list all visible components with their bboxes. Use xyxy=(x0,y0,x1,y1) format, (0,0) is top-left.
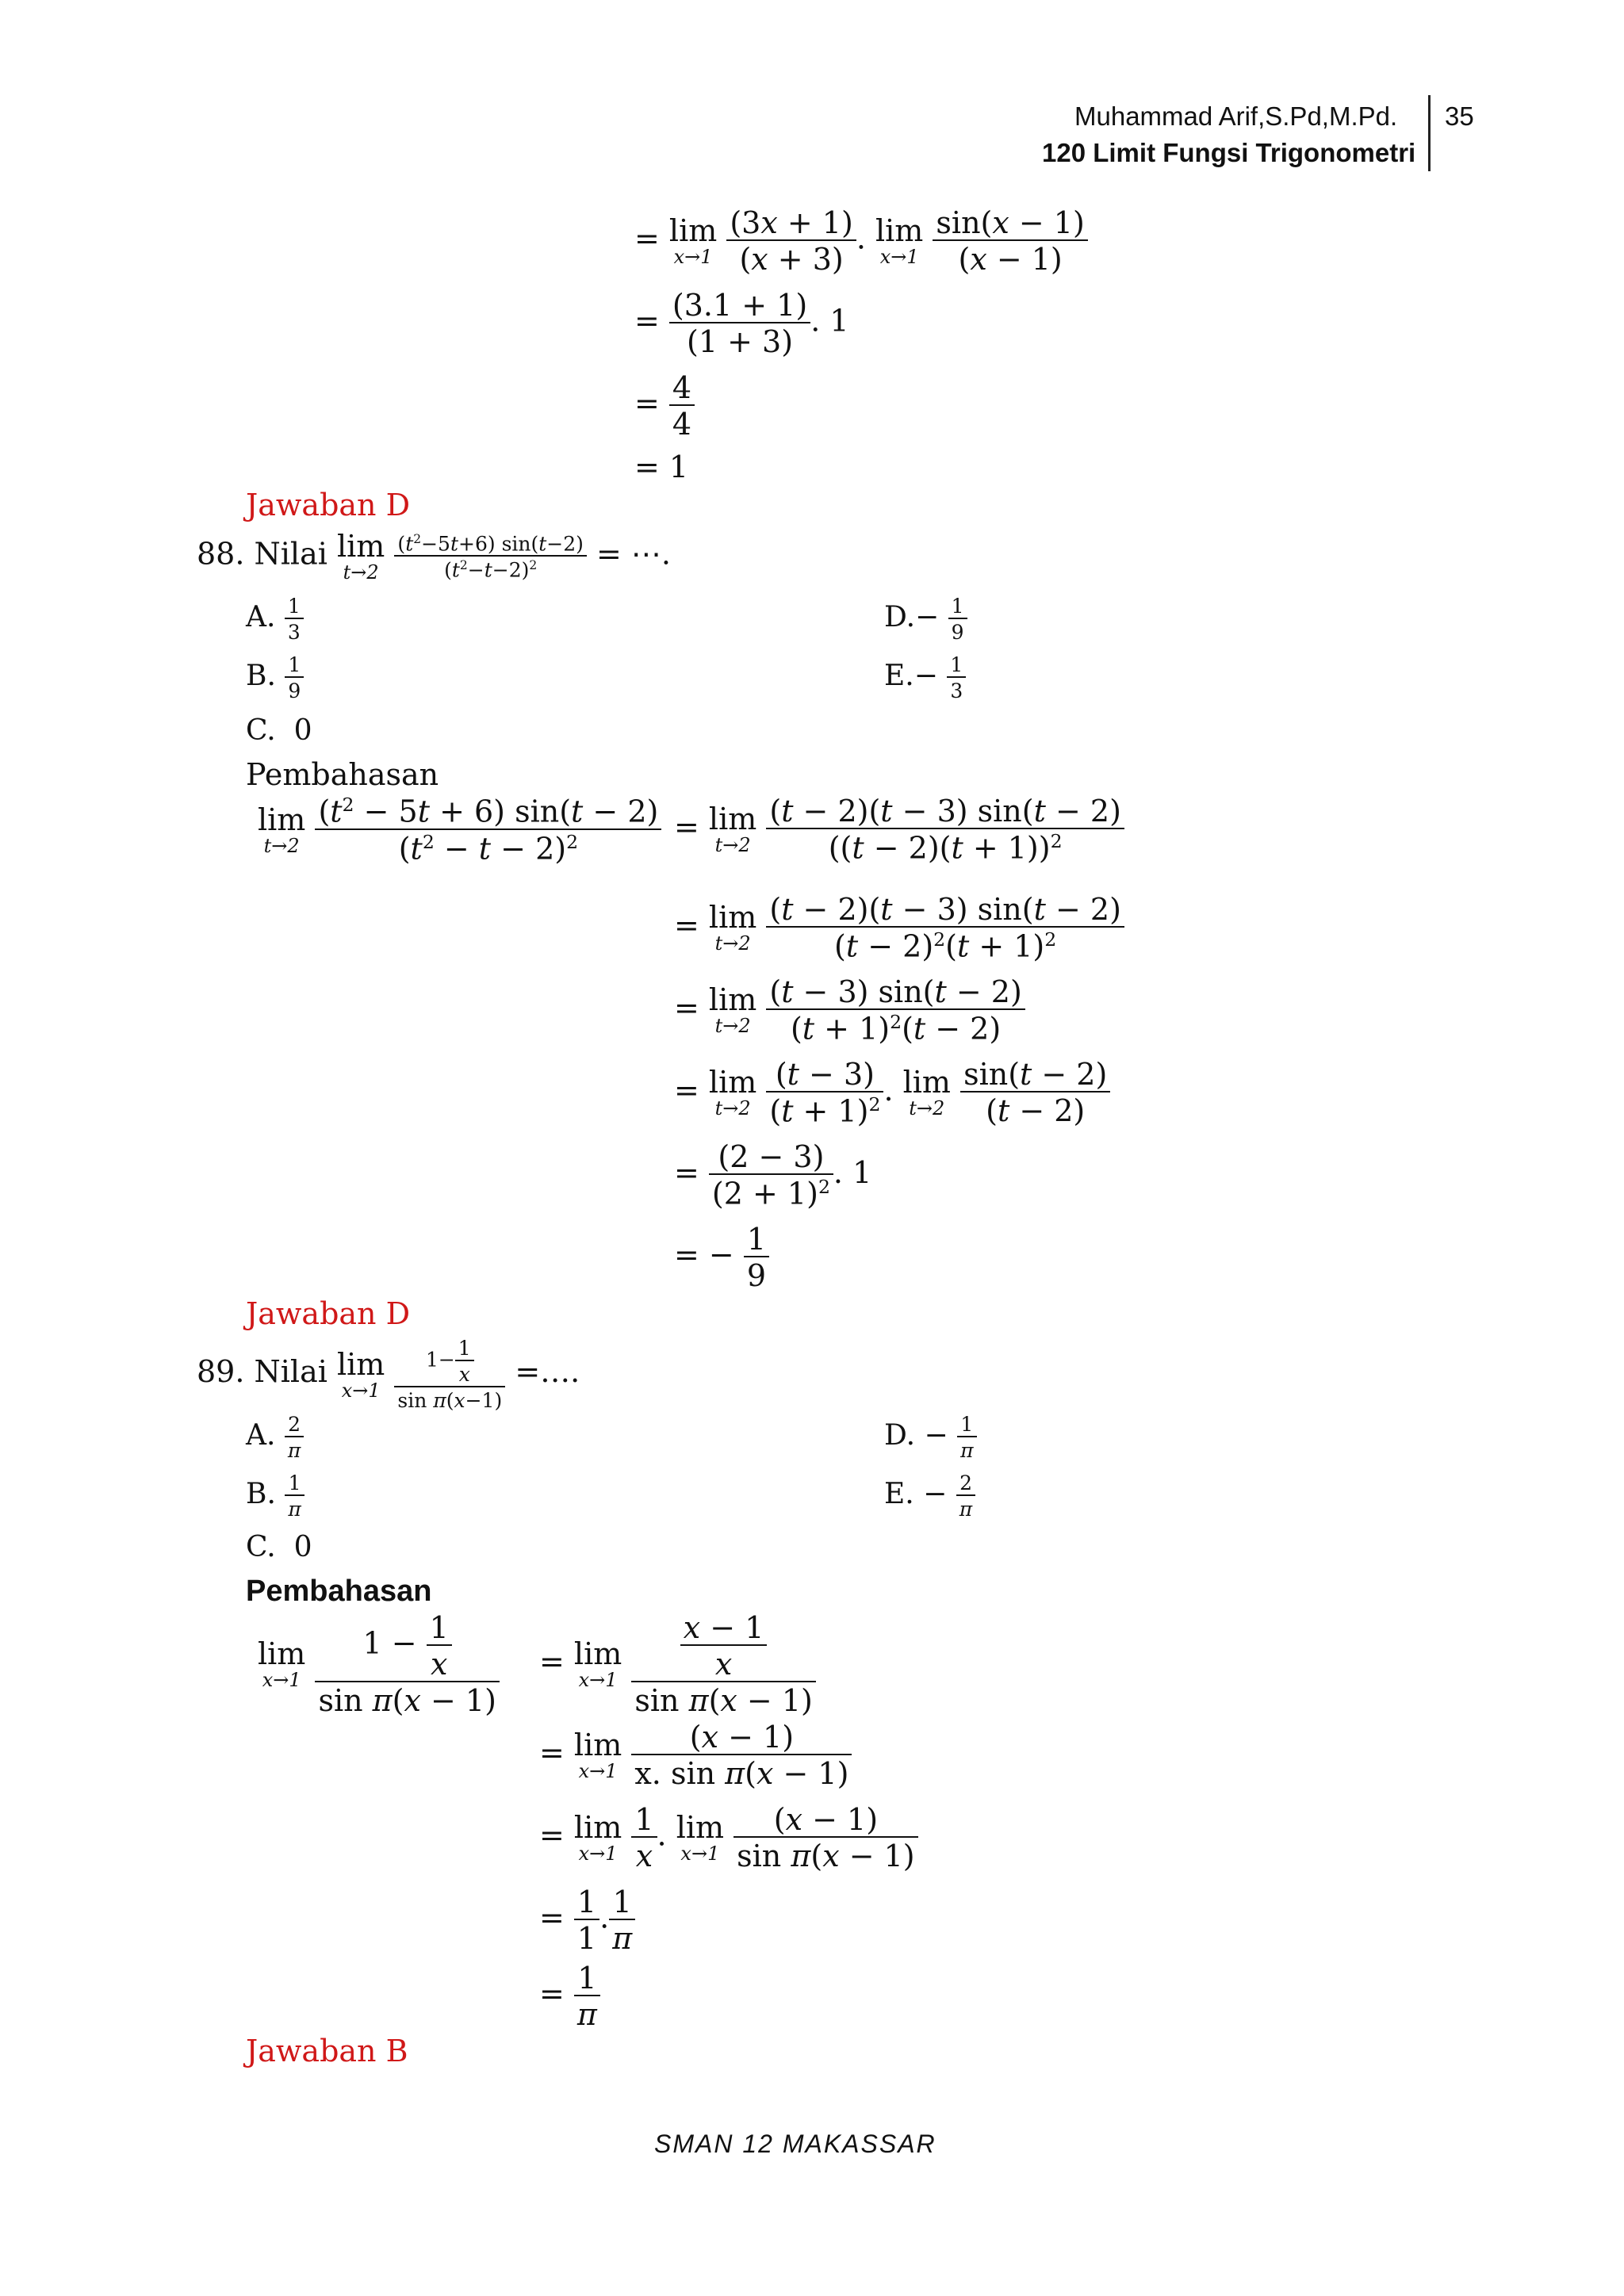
q88-option-c[interactable]: C. 0 xyxy=(246,714,312,747)
prev-step-3: = $\frac{4}{4}$ xyxy=(634,373,695,439)
footer-school: SMAN 12 MAKASSAR xyxy=(654,2130,936,2158)
q89-step-2: = lim x→1 $\frac{(x - 1)}{\text{x. sin π(x − 1)}}$ xyxy=(539,1722,852,1789)
q89-step-4: = $\frac{1}{1}$ . $\frac{1}{\pi}$ xyxy=(539,1887,635,1954)
q88-step-5: = $\frac{(2 - 3)}{(2 + 1)^2}$ . 1 xyxy=(674,1139,872,1211)
prev-step-1: = lim x→1 $\frac{(3x + 1)}{(x + 3)}$ . lim x→1 $\frac{\sin(x - 1)}{(x - 1)}$ xyxy=(634,208,1088,274)
q88-option-b[interactable]: B. $\frac{1}{9}$ xyxy=(246,655,304,701)
q89-step-5: = $\frac{1}{\pi}$ xyxy=(539,1963,600,2030)
author-name: Muhammad Arif,S.Pd,M.Pd. xyxy=(1074,101,1398,131)
q89-step-3: = lim x→1 $\frac{1}{x}$ . lim x→1 $\frac{(x - 1)}{\text{sin π(x − 1)}}$ xyxy=(539,1804,918,1871)
q88-step-1: = lim t→2 $\frac{(t - 2)(t - 3) \sin(t - 2)}{((t - 2)(t + 1))^2}$ xyxy=(674,796,1124,863)
q89-pembahasan-label: Pembahasan xyxy=(246,1575,432,1608)
q89-option-c[interactable]: C. 0 xyxy=(246,1531,312,1563)
q89-option-b[interactable]: B. $\frac{1}{\pi}$ xyxy=(246,1473,304,1519)
q88-pembahasan-label: Pembahasan xyxy=(246,757,439,792)
q88-step-3: = lim t→2 $\frac{(t - 3) \sin(t - 2)}{(t + 1)^2(t - 2)}$ xyxy=(674,977,1025,1044)
book-title: 120 Limit Fungsi Trigonometri xyxy=(1042,138,1416,167)
q89-answer: Jawaban B xyxy=(246,2034,408,2068)
q89-option-a[interactable]: A. $\frac{2}{\pi}$ xyxy=(246,1414,304,1460)
prev-step-4: = 1 xyxy=(634,450,689,484)
header-divider xyxy=(1428,95,1431,171)
q88-step-2: = lim t→2 $\frac{(t - 2)(t - 3) \sin(t - 2)}{(t - 2)^2(t + 1)^2}$ xyxy=(674,894,1124,962)
q88-option-d[interactable]: D.− $\frac{1}{9}$ xyxy=(884,596,967,642)
q89-step-1: = lim x→1 $\frac{\frac{x - 1}{x}}{\text{sin π(x − 1)}}$ xyxy=(539,1613,816,1716)
q89-solution-lhs: lim x→1 1 − $\frac{1}{x}$ sin π(x − 1) xyxy=(258,1613,500,1716)
q89-option-d[interactable]: D. − $\frac{1}{\pi}$ xyxy=(884,1414,977,1460)
prev-step-2: = $\frac{(3.1 + 1)}{(1 + 3)}$ . 1 xyxy=(634,288,849,359)
q88-statement: 88. Nilai lim t→2 $\frac{(t^2-5t+6) \sin(t-2)}{(t^2-t-2)^2}$ = ⋯. xyxy=(197,529,671,584)
q88-step-6: = − $\frac{1}{9}$ xyxy=(674,1224,769,1291)
q88-solution-lhs: lim t→2 $\frac{(t^2 - 5t + 6) \sin(t - 2)}{(t^2 - t - 2)^2}$ xyxy=(258,796,661,863)
q89-statement: 89. Nilai lim x→1 1− $\frac{1}{x}$ sin π(x−1) =…. xyxy=(197,1337,580,1412)
q88-option-e[interactable]: E.− $\frac{1}{3}$ xyxy=(884,655,966,701)
q88-option-a[interactable]: A. $\frac{1}{3}$ xyxy=(246,596,304,642)
q88-answer: Jawaban D xyxy=(246,1296,411,1331)
q89-option-e[interactable]: E. − $\frac{2}{\pi}$ xyxy=(884,1473,975,1519)
q88-step-4: = lim t→2 $\frac{(t - 3)}{(t + 1)^2}$ . lim t→2 $\frac{\sin(t - 2)}{(t - 2)}$ xyxy=(674,1059,1110,1127)
page-number: 35 xyxy=(1445,101,1474,131)
prev-answer: Jawaban D xyxy=(246,488,411,522)
